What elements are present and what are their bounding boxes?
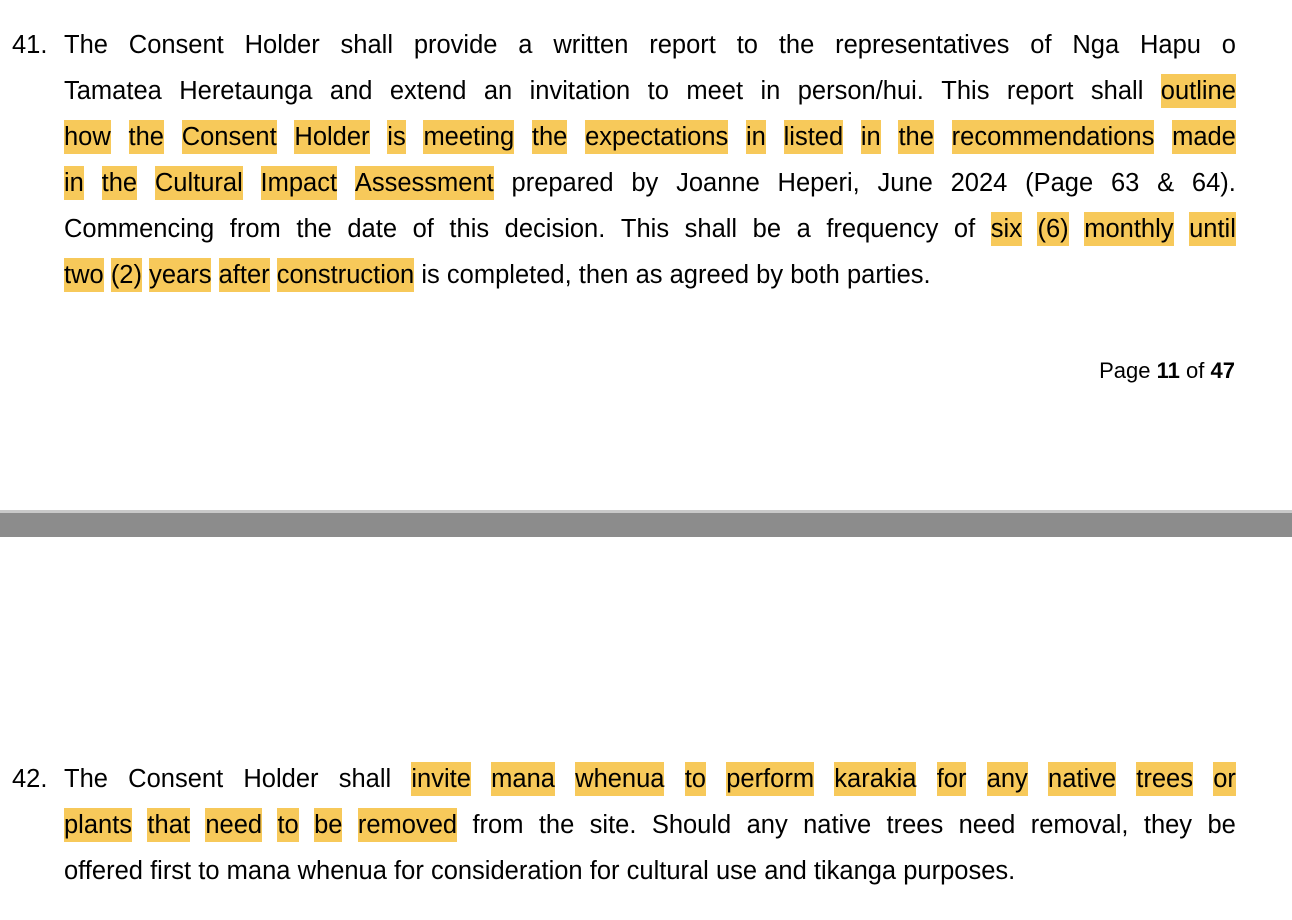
highlighted-word: monthly [1084, 212, 1173, 246]
word: This [941, 77, 990, 105]
highlighted-word: any [987, 762, 1028, 796]
word: removal, [1030, 811, 1129, 839]
word: by [631, 169, 659, 197]
clause-42-line [64, 802, 1236, 848]
highlighted-word: expectations [585, 120, 728, 154]
highlighted-word: after [219, 258, 270, 292]
word: This [620, 215, 670, 243]
word: Consent [128, 31, 224, 59]
word: Should [651, 811, 732, 839]
word: from [229, 215, 281, 243]
word: Commencing [64, 215, 215, 243]
word: of [412, 215, 434, 243]
highlighted-word: six [991, 212, 1022, 246]
word: any [746, 811, 788, 839]
word: mana [226, 857, 291, 885]
highlighted-word: the [102, 166, 137, 200]
page-of-label: of [1186, 358, 1205, 383]
highlighted-word: invite [411, 762, 471, 796]
highlighted-word: years [149, 258, 211, 292]
word: an [483, 77, 513, 105]
word: and [764, 857, 807, 885]
word: Holder [244, 31, 320, 59]
word: in [760, 77, 781, 105]
highlighted-word: Consent [182, 120, 277, 154]
clause-42-line [64, 756, 1236, 802]
word: to [736, 31, 758, 59]
word: offered [64, 857, 143, 885]
word: report [1006, 77, 1074, 105]
clause-41-line [64, 114, 1236, 160]
highlighted-word: that [147, 808, 190, 842]
word: frequency [826, 215, 939, 243]
word: by [756, 261, 784, 289]
word: 2024 [950, 169, 1008, 197]
page-separator [0, 510, 1292, 537]
highlighted-word: the [129, 120, 164, 154]
highlighted-word: trees [1136, 762, 1193, 796]
clause-41-line [64, 22, 1236, 68]
highlighted-word: whenua [575, 762, 664, 796]
highlighted-word: in [64, 166, 84, 200]
highlighted-word: recommendations [952, 120, 1155, 154]
word: for [394, 857, 424, 885]
highlighted-word: meeting [423, 120, 514, 154]
word: 63 [1110, 169, 1140, 197]
word: Hapu [1139, 31, 1201, 59]
highlighted-word: Holder [294, 120, 369, 154]
highlighted-word: (2) [111, 258, 142, 292]
highlighted-word: in [746, 120, 766, 154]
word: consideration [430, 857, 583, 885]
document-page-12 [0, 537, 1292, 920]
word: of [1030, 31, 1052, 59]
clause-41-line [64, 252, 1236, 298]
word: this [449, 215, 490, 243]
highlighted-word: Impact [261, 166, 338, 200]
word: agreed [669, 261, 750, 289]
word: representatives [835, 31, 1010, 59]
word: Consent [128, 765, 224, 793]
word: provide [413, 31, 498, 59]
word: then [578, 261, 629, 289]
clause-41-line [64, 160, 1236, 206]
clause-41-line [64, 68, 1236, 114]
highlighted-word: the [532, 120, 567, 154]
highlighted-word: to [277, 808, 298, 842]
word: Joanne [676, 169, 760, 197]
word: to [198, 857, 220, 885]
word: & [1157, 169, 1175, 197]
word: Holder [243, 765, 319, 793]
word: a [796, 215, 811, 243]
word: Nga [1072, 31, 1120, 59]
word: written [553, 31, 629, 59]
clause-41-line [64, 206, 1236, 252]
word: shall [1090, 77, 1144, 105]
word: they [1143, 811, 1193, 839]
highlighted-word: how [64, 120, 111, 154]
word: purposes. [903, 857, 1016, 885]
word: extend [389, 77, 467, 105]
page-current: 11 [1156, 358, 1180, 383]
page-total: 47 [1210, 358, 1235, 383]
highlighted-word: for [937, 762, 967, 796]
word: site. [589, 811, 637, 839]
word: to [647, 77, 669, 105]
word: first [150, 857, 192, 885]
word: o [1221, 31, 1236, 59]
word: The [64, 31, 108, 59]
word: need [958, 811, 1016, 839]
word: and [329, 77, 373, 105]
word: whenua [297, 857, 387, 885]
word: is [421, 261, 440, 289]
highlighted-word: mana [491, 762, 555, 796]
word: the [296, 215, 332, 243]
word: tikanga [813, 857, 897, 885]
word: decision. [504, 215, 606, 243]
highlighted-word: Assessment [355, 166, 494, 200]
word: trees [886, 811, 944, 839]
word: prepared [511, 169, 614, 197]
highlighted-word: karakia [834, 762, 916, 796]
word: date [347, 215, 398, 243]
highlighted-word: (6) [1037, 212, 1068, 246]
clause-42-line [64, 848, 1236, 894]
highlighted-word: or [1213, 762, 1236, 796]
word: 64). [1191, 169, 1236, 197]
word: from [472, 811, 524, 839]
word: Tamatea [64, 77, 162, 105]
word: shall [684, 215, 738, 243]
word: Heretaunga [179, 77, 313, 105]
word: The [64, 765, 108, 793]
page-label: Page [1099, 358, 1151, 383]
highlighted-word: Cultural [155, 166, 243, 200]
word: a [518, 31, 533, 59]
word: the [778, 31, 815, 59]
word: (Page [1025, 169, 1094, 197]
word: of [953, 215, 976, 243]
word: meet [686, 77, 744, 105]
highlighted-word: listed [784, 120, 844, 154]
word: invitation [529, 77, 631, 105]
highlighted-word: to [685, 762, 706, 796]
word: shall [340, 31, 393, 59]
page-footer [1099, 356, 1235, 386]
word: for [589, 857, 620, 885]
highlighted-word: two [64, 258, 104, 292]
word: be [1207, 811, 1236, 839]
word: cultural [626, 857, 709, 885]
highlighted-word: made [1172, 120, 1236, 154]
highlighted-word: in [861, 120, 881, 154]
highlighted-word: native [1048, 762, 1116, 796]
word: person/hui. [797, 77, 924, 105]
clause-42-number: 42. [12, 765, 48, 793]
highlighted-word: is [387, 120, 405, 154]
word: native [803, 811, 872, 839]
word: shall [338, 765, 392, 793]
word: parties. [846, 261, 931, 289]
word: Heperi, [777, 169, 860, 197]
highlighted-word: be [314, 808, 342, 842]
highlighted-word: plants [64, 808, 132, 842]
word: completed, [446, 261, 572, 289]
highlighted-word: perform [726, 762, 814, 796]
word: June [877, 169, 933, 197]
highlighted-word: construction [277, 258, 415, 292]
highlighted-word: until [1189, 212, 1236, 246]
word: be [752, 215, 782, 243]
highlighted-word: the [898, 120, 933, 154]
clause-41-number: 41. [12, 31, 48, 59]
highlighted-word: removed [358, 808, 457, 842]
highlighted-word: outline [1161, 74, 1236, 108]
word: as [635, 261, 663, 289]
word: both [790, 261, 840, 289]
word: the [538, 811, 575, 839]
highlighted-word: need [205, 808, 262, 842]
word: use [715, 857, 758, 885]
word: report [649, 31, 716, 59]
